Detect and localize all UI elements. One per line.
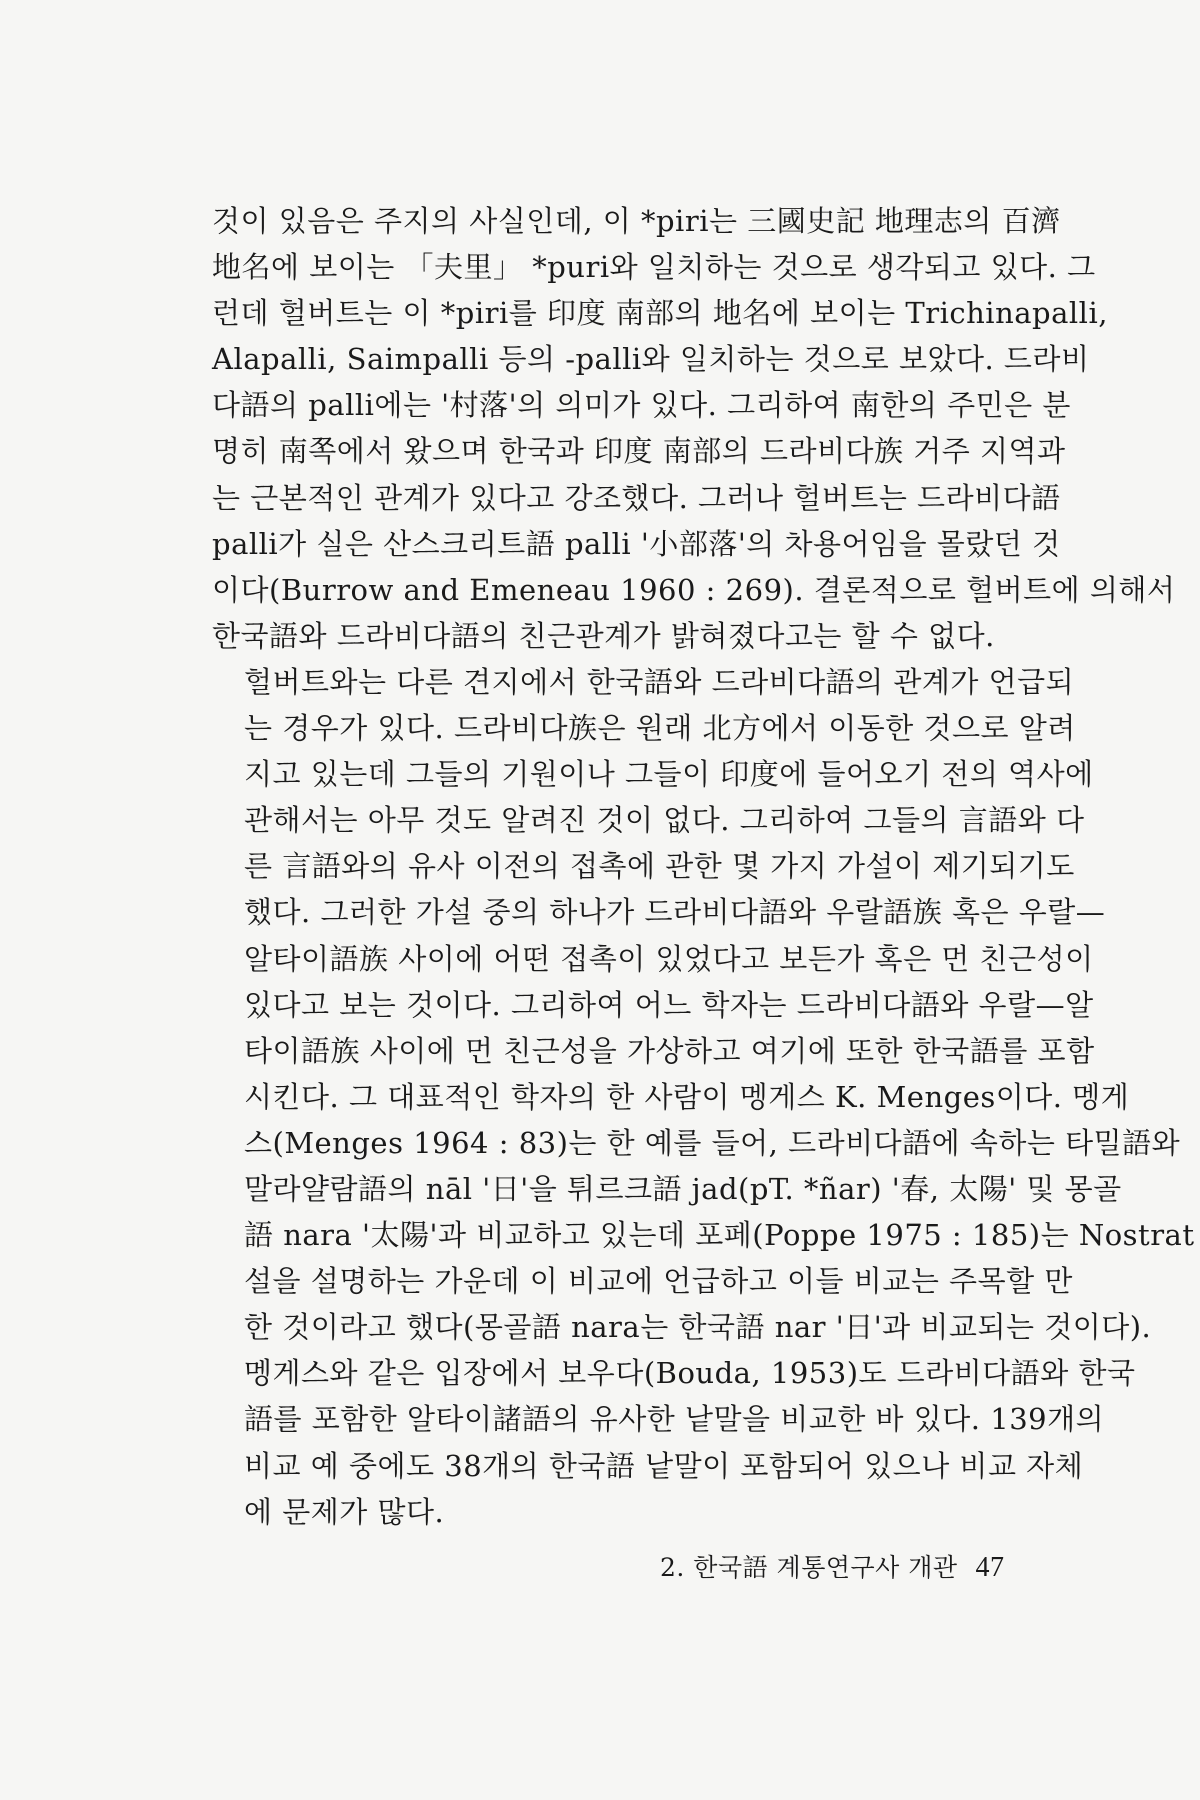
text-line: 이다(Burrow and Emeneau 1960 : 269). 결론적으로 헐버트에 의해서 — [212, 572, 1176, 607]
text-line: 했다. 그러한 가설 중의 하나가 드라비다語와 우랄語族 혹은 우랄— — [244, 895, 1106, 930]
text-line: 語를 포함한 알타이諸語의 유사한 낱말을 비교한 바 있다. 139개의 — [244, 1402, 1105, 1437]
text-line: 다語의 palli에는 '村落'의 의미가 있다. 그리하여 南한의 주민은 분 — [212, 388, 1071, 423]
text-line: 알타이語族 사이에 어떤 접촉이 있었다고 보든가 혹은 먼 친근성이 — [244, 941, 1094, 976]
text-line: 헐버트와는 다른 견지에서 한국語와 드라비다語의 관계가 언급되 — [244, 664, 1075, 699]
text-line: 비교 예 중에도 38개의 한국語 낱말이 포함되어 있으나 비교 자체 — [244, 1448, 1084, 1483]
text-line: 멩게스와 같은 입장에서 보우다(Bouda, 1953)도 드라비다語와 한국 — [244, 1356, 1136, 1391]
text-line: palli가 실은 산스크리트語 palli '小部落'의 차용어임을 몰랐던 것 — [212, 526, 1061, 561]
text-line: 타이語族 사이에 먼 친근성을 가상하고 여기에 또한 한국語를 포함 — [244, 1033, 1095, 1068]
text-line: 말라얄람語의 nāl '日'을 튀르크語 jad(pT. *ñar) '春, 太陽' 및 몽골 — [244, 1171, 1122, 1206]
text-line: 있다고 보는 것이다. 그리하여 어느 학자는 드라비다語와 우랄—알 — [244, 987, 1094, 1022]
paragraph-1 — [212, 198, 1176, 659]
text-line: 명히 南쪽에서 왔으며 한국과 印度 南部의 드라비다族 거주 지역과 — [212, 434, 1066, 469]
text-line: 스(Menges 1964 : 83)는 한 예를 들어, 드라비다語에 속하는 타밀語와 — [244, 1125, 1181, 1160]
text-line: 지고 있는데 그들의 기원이나 그들이 印度에 들어오기 전의 역사에 — [244, 757, 1094, 792]
paragraph-2 — [212, 659, 1195, 1535]
text-line: 관해서는 아무 것도 알려진 것이 없다. 그리하여 그들의 言語와 다 — [244, 803, 1085, 838]
text-line: 地名에 보이는 「夫里」 *puri와 일치하는 것으로 생각되고 있다. 그 — [212, 250, 1096, 285]
text-line: 한 것이라고 했다(몽골語 nara는 한국語 nar '日'과 비교되는 것이다). — [244, 1310, 1152, 1345]
text-line: 런데 헐버트는 이 *piri를 印度 南部의 地名에 보이는 Trichinapalli, — [212, 296, 1108, 331]
text-line: 語 nara '太陽'과 비교하고 있는데 포페(Poppe 1975 : 185)는 Nostrat — [244, 1218, 1195, 1253]
text-line: Alapalli, Saimpalli 등의 -palli와 일치하는 것으로 보았다. 드라비 — [212, 342, 1090, 377]
text-line: 시킨다. 그 대표적인 학자의 한 사람이 멩게스 K. Menges이다. 멩게 — [244, 1079, 1130, 1114]
body-text — [212, 198, 1195, 1535]
text-line: 른 言語와의 유사 이전의 접촉에 관한 몇 가지 가설이 제기되기도 — [244, 849, 1075, 884]
text-line: 것이 있음은 주지의 사실인데, 이 *piri는 三國史記 地理志의 百濟 — [212, 204, 1061, 238]
section-title: 2. 한국語 계통연구사 개관 — [660, 1553, 958, 1582]
text-line: 는 경우가 있다. 드라비다族은 원래 北方에서 이동한 것으로 알려 — [244, 711, 1076, 746]
running-footer — [660, 1548, 1050, 1584]
page-number: 47 — [975, 1552, 1005, 1583]
text-line: 한국語와 드라비다語의 친근관계가 밝혀졌다고는 할 수 없다. — [212, 618, 995, 653]
text-line: 설을 설명하는 가운데 이 비교에 언급하고 이들 비교는 주목할 만 — [244, 1264, 1073, 1299]
text-line: 에 문제가 많다. — [244, 1494, 445, 1529]
text-line: 는 근본적인 관계가 있다고 강조했다. 그러나 헐버트는 드라비다語 — [212, 480, 1061, 515]
